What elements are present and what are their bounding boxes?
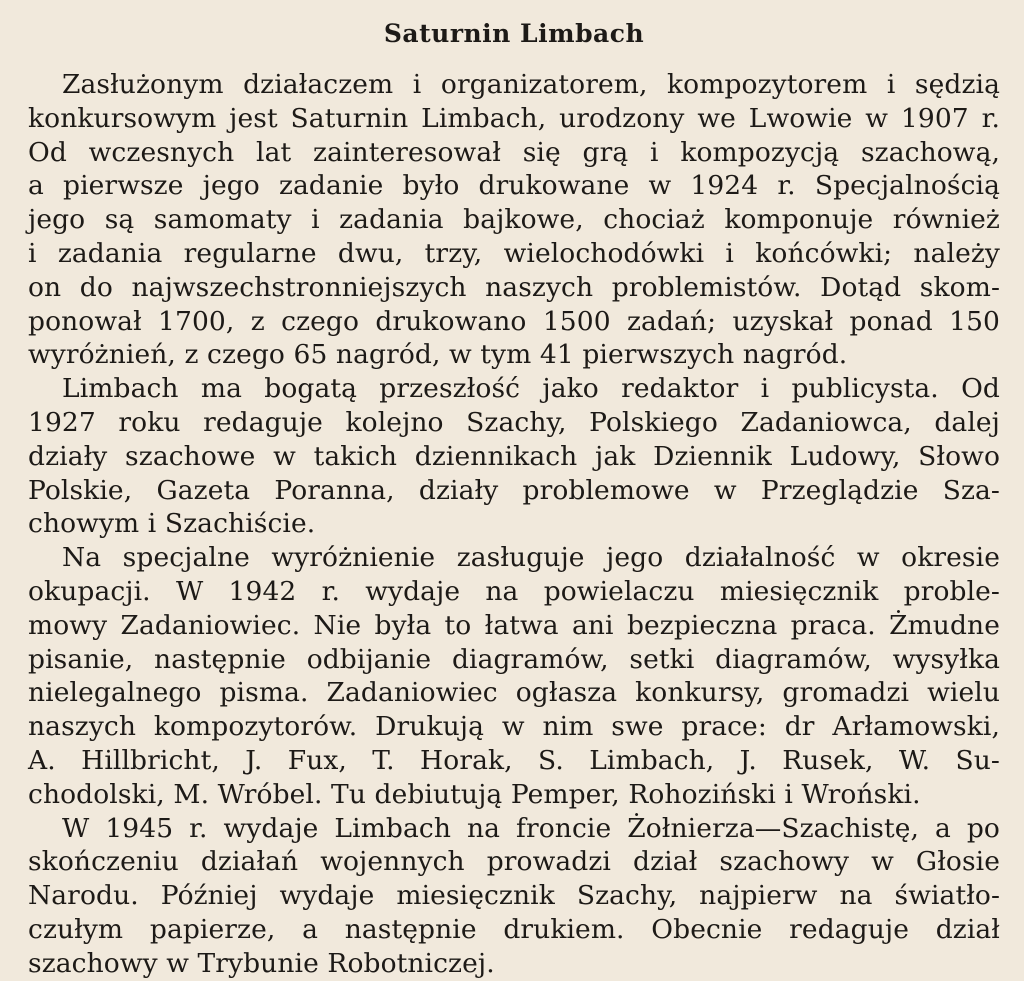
text-line: nielegalnego pisma. Zadaniowiec ogłasza konkursy, gromadzi wielu bbox=[28, 677, 1000, 709]
text-line: skończeniu działań wojennych prowadzi dział szachowy w Głosie bbox=[28, 846, 1000, 878]
text-line: chowym i Szachiście. bbox=[28, 508, 316, 540]
paragraph bbox=[28, 541, 1000, 811]
paragraph bbox=[28, 68, 1000, 372]
text-line: Limbach ma bogatą przeszłość jako redaktor i publicysta. Od bbox=[62, 373, 1000, 405]
text-line: W 1945 r. wydaje Limbach na froncie Żołnierza—Szachistę, a po bbox=[62, 812, 1000, 844]
text-line: konkursowym jest Saturnin Limbach, urodzony we Lwowie w 1907 r. bbox=[28, 102, 1000, 134]
text-line: naszych kompozytorów. Drukują w nim swe prace: dr Arłamowski, bbox=[28, 711, 1000, 743]
text-line: a pierwsze jego zadanie było drukowane w 1924 r. Specjalnością bbox=[28, 170, 1000, 202]
text-line: mowy Zadaniowiec. Nie była to łatwa ani bezpieczna praca. Żmudne bbox=[28, 609, 1000, 641]
text-line: Polskie, Gazeta Poranna, działy problemowe w Przeglądzie Sza- bbox=[28, 474, 1000, 506]
text-line: 1927 roku redaguje kolejno Szachy, Polskiego Zadaniowca, dalej bbox=[28, 406, 1000, 438]
text-line: Na specjalne wyróżnienie zasługuje jego działalność w okresie bbox=[62, 542, 1000, 574]
text-line: on do najwszechstronniejszych naszych problemistów. Dotąd skom- bbox=[28, 271, 1000, 303]
text-line: ponował 1700, z czego drukowano 1500 zadań; uzyskał ponad 150 bbox=[28, 305, 1000, 337]
article-title: Saturnin Limbach bbox=[383, 19, 645, 48]
paragraph bbox=[28, 812, 1000, 981]
text-line: chodolski, M. Wróbel. Tu debiutują Pemper, Rohoziński i Wroński. bbox=[28, 778, 921, 810]
text-line: Zasłużonym działaczem i organizatorem, kompozytorem i sędzią bbox=[62, 69, 1000, 100]
text-line: i zadania regularne dwu, trzy, wielochodówki i końcówki; należy bbox=[28, 237, 1000, 269]
article-body bbox=[28, 68, 1000, 981]
text-line: okupacji. W 1942 r. wydaje na powielaczu miesięcznik proble- bbox=[28, 575, 1000, 607]
text-line: działy szachowe w takich dziennikach jak Dziennik Ludowy, Słowo bbox=[28, 440, 1000, 472]
text-line: pisanie, następnie odbijanie diagramów, setki diagramów, wysyłka bbox=[28, 643, 1000, 675]
text-line: Od wczesnych lat zainteresował się grą i kompozycją szachową, bbox=[28, 136, 1000, 168]
text-line: czułym papierze, a następnie drukiem. Obecnie redaguje dział bbox=[28, 913, 1000, 945]
text-line: wyróżnień, z czego 65 nagród, w tym 41 pierwszych nagród. bbox=[28, 339, 848, 371]
text-line: Narodu. Później wydaje miesięcznik Szachy, najpierw na światło- bbox=[28, 880, 1000, 912]
text-line: szachowy w Trybunie Robotniczej. bbox=[28, 947, 495, 979]
text-line: jego są samomaty i zadania bajkowe, chociaż komponuje również bbox=[28, 204, 1000, 236]
text-line: A. Hillbricht, J. Fux, T. Horak, S. Limbach, J. Rusek, W. Su- bbox=[28, 744, 1000, 776]
paragraph bbox=[28, 372, 1000, 541]
